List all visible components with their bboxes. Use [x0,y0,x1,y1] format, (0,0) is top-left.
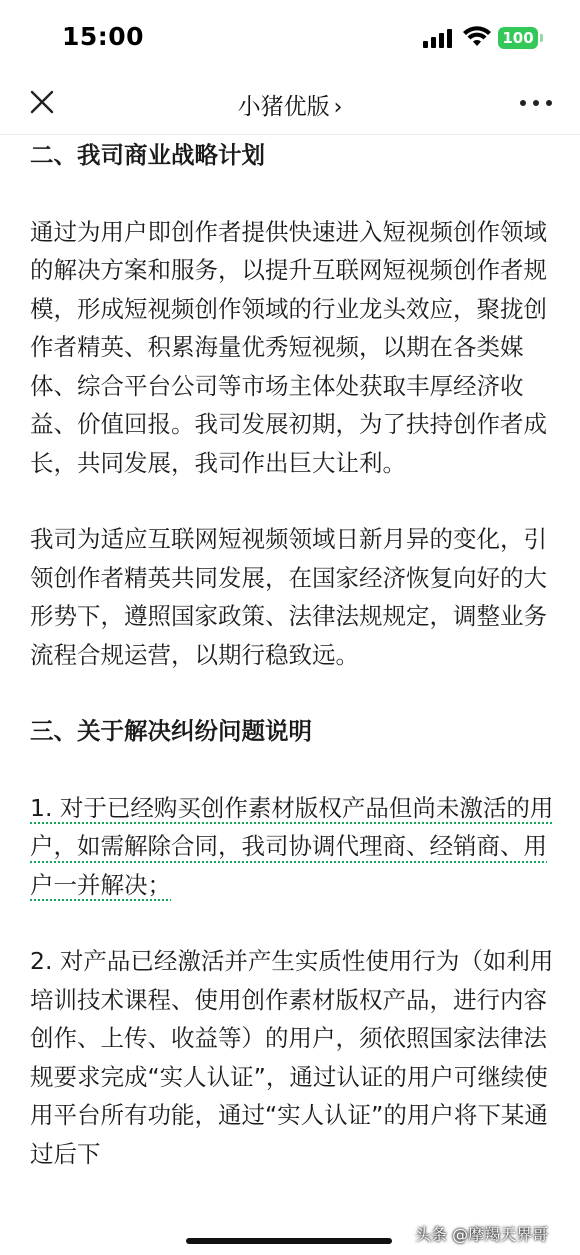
section-heading: 二、我司商业战略计划 [30,141,265,169]
battery-cap [540,34,543,42]
watermark-text: 头条 @摩羯天界哥 [415,1225,549,1244]
article-paragraph-highlighted[interactable]: 1. 对于已经购买创作素材版权产品但尚未激活的用户，如需解除合同，我司协调代理商、经销商、用户一并解决； [30,793,554,899]
nav-bar [0,76,580,135]
home-indicator[interactable] [186,1238,392,1244]
battery-icon: 100 [498,27,538,49]
account-name: 小猪优版 [237,94,330,120]
account-title-link[interactable] [0,88,580,121]
status-bar [0,0,580,76]
status-time: 15:00 [62,22,145,51]
article-paragraph: 通过为用户即创作者提供快速进入短视频创作领域的解决方案和服务，以提升互联网短视频创作者规模，形成短视频创作领域的行业龙头效应，聚拢创作者精英、积累海量优秀短视频，以期在各类媒体、综合平台公司等市场主体处获取丰厚经济收益、价值回报。我司发展初期，为了扶持创作者成长，共同发展，我司作出巨大让利。 [30,217,547,477]
article-body [30,136,555,1173]
article-paragraph [30,942,555,1173]
wifi-icon [462,26,492,48]
section-heading: 三、关于解决纠纷问题说明 [30,717,312,745]
article-paragraph: 我司为适应互联网短视频领域日新月异的变化，引领创作者精英共同发展，在国家经济恢复向好的大形势下，遵照国家政策、法律法规规定，调整业务流程合规运营，以期行稳致远。 [30,525,547,669]
more-icon[interactable] [520,98,554,108]
chevron-right-icon: › [333,95,343,120]
paragraph-text: 2. 对产品已经激活并产生实质性使用行为（如利用培训技术课程、使用创作素材版权产品，进行内容创作、上传、收益等）的用户，须依照国家法律法规要求完成“实人认证”，通过认证的用户可继续使用平台所有功能，通过“实人认证”的用户将下某通过后下 [30,947,554,1168]
cellular-signal-icon [423,28,455,48]
